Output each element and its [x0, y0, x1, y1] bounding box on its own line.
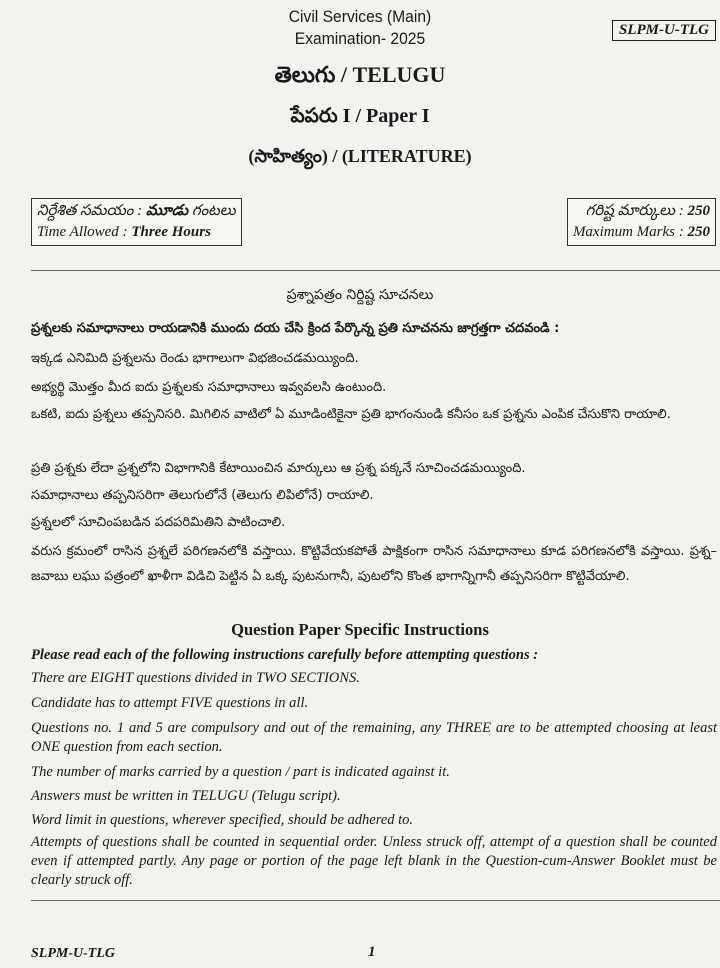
telugu-instruction-2: అభ్యర్థి మొత్తం మీద ఐదు ప్రశ్నలకు సమాధానాలు ఇవ్వవలసి ఉంటుంది.	[31, 380, 387, 395]
time-label-te: నిర్దేశిత సమయం :	[37, 203, 146, 219]
marks-english	[573, 222, 710, 243]
marks-label-te: గరిష్ట మార్కులు :	[585, 203, 688, 219]
time-value-te: మూడు	[145, 203, 189, 219]
marks-value-te: 250	[687, 203, 710, 219]
time-allowed-box	[31, 198, 242, 246]
time-allowed-english	[37, 222, 236, 243]
english-instructions-intro: Please read each of the following instructions carefully before attempting questions :	[31, 647, 539, 663]
english-instruction-2: Candidate has to attempt FIVE questions in all.	[31, 695, 309, 711]
marks-label-en: Maximum Marks :	[572, 224, 688, 240]
footer-paper-code: SLPM-U-TLG	[31, 946, 115, 961]
time-unit-te: గంటలు	[188, 203, 236, 219]
telugu-instructions-heading: ప్రశ్నాపత్రం నిర్దిష్ట సూచనలు	[286, 287, 434, 303]
telugu-instruction-5: సమాధానాలు తప్పనిసరిగా తెలుగులోనే (తెలుగు లిపిలోనే) రాయాలి.	[31, 488, 374, 503]
paper-code-box: SLPM-U-TLG	[612, 20, 716, 41]
marks-value-en: 250	[687, 224, 710, 240]
english-instruction-6: Word limit in questions, wherever specified, should be adhered to.	[31, 812, 414, 828]
telugu-instruction-1: ఇక్కడ ఎనిమిది ప్రశ్నలను రెండు భాగాలుగా విభజించడమయ్యింది.	[31, 351, 359, 366]
maximum-marks-box	[567, 198, 716, 246]
exam-header	[29, 6, 691, 50]
page-number: 1	[368, 944, 376, 960]
telugu-instruction-6: ప్రశ్నలలో సూచింపబడిన పదపరిమితిని పాటించాలి.	[31, 515, 286, 530]
exam-year: Examination- 2025	[294, 29, 426, 48]
telugu-instructions-intro: ప్రశ్నలకు సమాధానాలు రాయడానికి ముందు దయ చేసి క్రింద పేర్కొన్న ప్రతి సూచనను జాగ్రత్తగా చదవండి :	[31, 321, 560, 336]
telugu-instruction-3: ఒకటి, ఐదు ప్రశ్నలు తప్పనిసరి. మిగిలిన వాటిలో ఏ మూడింటికైనా ప్రతి భాగంనుండి కనీసం ఒక ప్రశ్నను ఎంపిక చేసుకొని రాయాలి.	[31, 407, 671, 422]
english-instruction-4: The number of marks carried by a question / part is indicated against it.	[31, 764, 450, 780]
english-instruction-1: There are EIGHT questions divided in TWO SECTIONS.	[31, 670, 360, 686]
time-allowed-telugu	[37, 201, 236, 222]
paper-subject: (సాహిత్యం) / (LITERATURE)	[248, 146, 472, 166]
time-value-en: Three Hours	[131, 224, 211, 240]
exam-name: Civil Services (Main)	[288, 7, 432, 26]
english-instruction-5: Answers must be written in TELUGU (Telugu script).	[31, 788, 341, 804]
english-instruction-7: Attempts of questions shall be counted in sequential order. Unless struck off, attempt of a question shall be counted even if attempted partly. Any page or portion of the page left blank in the Question-cum-Answer Booklet must be clearly struck off.	[31, 834, 717, 888]
english-instruction-3: Questions no. 1 and 5 are compulsory and out of the remaining, any THREE are to be attempted choosing at least ONE question from each section.	[31, 720, 717, 755]
time-label-en: Time Allowed :	[37, 224, 132, 240]
divider-bottom	[31, 900, 720, 901]
paper-title: తెలుగు / TELUGU	[274, 62, 446, 87]
telugu-instruction-7: వరుస క్రమంలో రాసిన ప్రశ్నలే పరిగణనలోకి వస్తాయి. కొట్టివేయకపోతే పాక్షికంగా రాసిన సమాధానాలు కూడ పరిగణనలోకి వస్తాయి. ప్రశ్న–జవాబు లఘు పత్రంలో ఖాళీగా విడిచి పెట్టిన ఏ ఒక్క పుటనుగానీ, పుటలోని కొంత భాగాన్నిగానీ తప్పనిసరిగా కొట్టివేయాలి.	[31, 544, 717, 584]
telugu-instruction-4: ప్రతి ప్రశ్నకు లేదా ప్రశ్నలోని విభాగానికి కేటాయించిన మార్కులు ఆ ప్రశ్న పక్కనే సూచించడమయ్యింది.	[31, 461, 526, 476]
english-instructions-heading: Question Paper Specific Instructions	[231, 620, 489, 639]
paper-number: పేపరు I / Paper I	[290, 105, 430, 127]
marks-telugu	[573, 201, 710, 222]
divider-top	[31, 270, 720, 271]
